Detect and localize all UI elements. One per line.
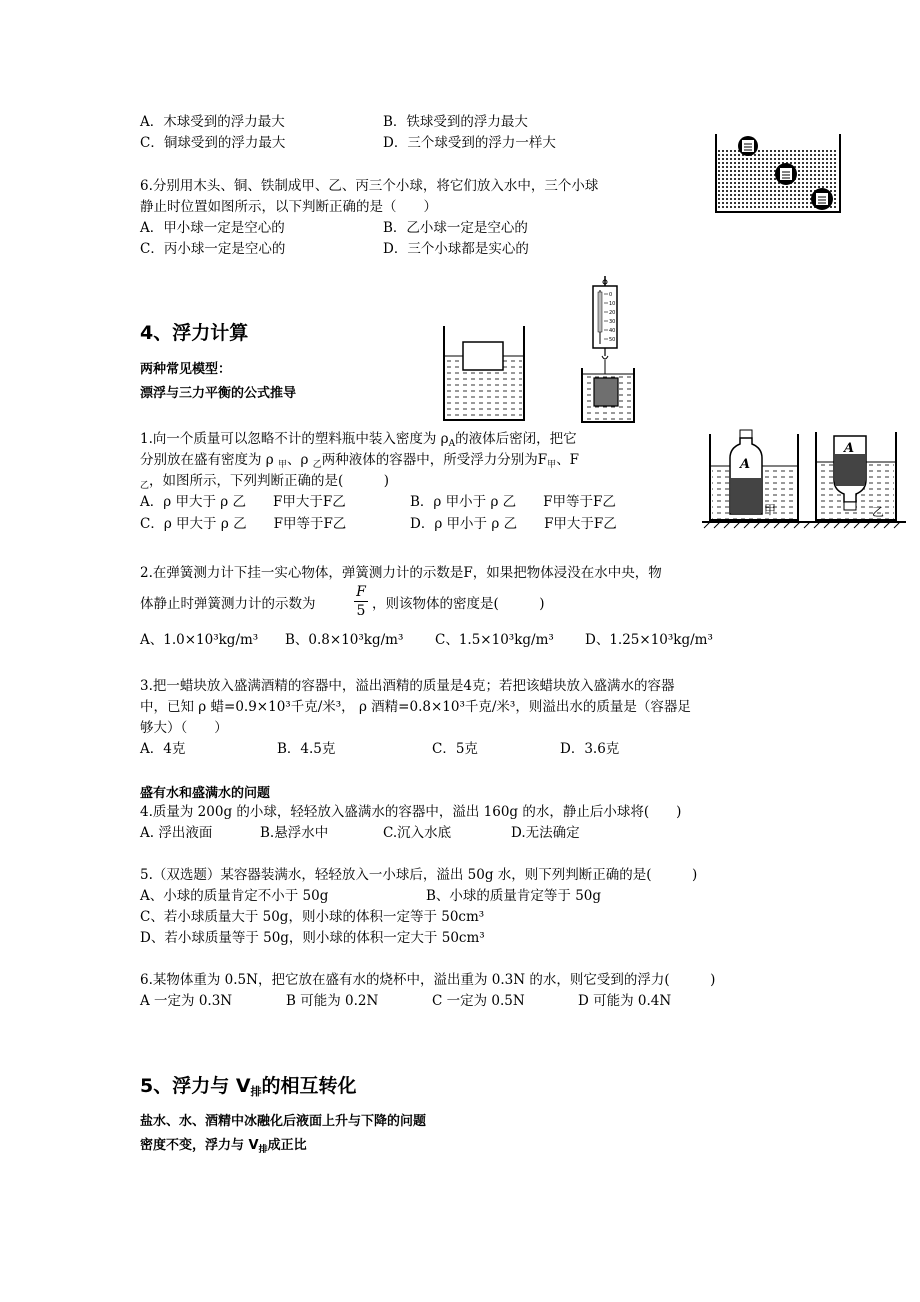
q5-line1: 5.（双选题）某容器装满水，轻轻放入一小球后，溢出 50g 水，则下列判断正确的是( ) [140,867,698,883]
container-yi [816,432,896,520]
q1-line2: 分别放在盛有密度为 ρ $_甲$、ρ $_乙$两种液体的容器中，所受浮力分别为$F_甲$、F [140,452,580,470]
q2-line2b: ，则该物体的密度是( ) [372,596,545,612]
q1-option-c: C．ρ 甲大于 ρ 乙 F甲等于F乙 [140,516,347,532]
q5-option-d: D、若小球质量等于 50g，则小球的体积一定大于 50cm³ [140,930,485,946]
scale-tick-0: 0 [609,292,613,298]
q1-line1: 1.向一个质量可以忽略不计的塑料瓶中装入密度为 $\rho_A$的液体后密闭，把它 [140,431,577,449]
ball-jia [738,136,758,156]
q6-option-a: A 一定为 0.3N [140,993,233,1009]
q3-line2: 中，已知 ρ 蜡=0.9×10³千克/米³， ρ 酒精=0.8×10³千克/米³，则溢出水的质量是（容器足 [140,699,691,715]
q4-option-b: B.悬浮水中 [260,825,329,841]
q2-line1: 2.在弹簧测力计下挂一实心物体，弹簧测力计的示数是F，如果把物体浸没在水中央，物 [140,565,662,581]
scale-tick-40: 40 [609,328,616,334]
fraction-numerator: F [354,583,368,602]
q5-option-b: B、小球的质量肯定等于 50g [426,888,602,904]
q5-option-c: C．铜球受到的浮力最大 [140,135,286,151]
q4-line1: 4.质量为 200g 的小球，轻轻放入盛满水的容器中，溢出 160g 的水，静止后小球将( ) [140,804,682,820]
q2-fraction [354,583,368,620]
three-balls-figure [706,126,846,216]
q3-option-d: D．3.6克 [560,741,620,757]
scale-tick-20: 20 [609,310,616,316]
q3-option-c: C．5克 [432,741,478,757]
section5-title: 5、浮力与 $V_排$的相互转化 [140,1075,357,1098]
q2-line2a: 体静止时弹簧测力计的示数为 [140,596,316,612]
bottle-label-a-2: A [844,441,855,456]
spring-scale-figure [578,272,638,424]
q6-option-b: B 可能为 0.2N [286,993,379,1009]
q5-option-b: B．铁球受到的浮力最大 [383,114,528,130]
q3-option-b: B．4.5克 [277,741,336,757]
floating-block-figure [438,322,530,422]
q5-option-c: C、若小球质量大于 50g，则小球的体积一定等于 50cm³ [140,909,485,925]
fraction-denominator: 5 [356,603,366,619]
q5-option-d: D．三个球受到的浮力一样大 [383,135,556,151]
q4-option-c: C.沉入水底 [383,825,452,841]
q2-option-a: A、1.0×10³kg/m³ [140,632,259,648]
scale-tick-10: 10 [609,301,616,307]
section4-subtitle1: 两种常见模型： [140,362,232,377]
q6prev-option-c: C．丙小球一定是空心的 [140,241,286,257]
bottle-figure [700,426,910,530]
q6prev-option-d: D．三个小球都是实心的 [383,241,529,257]
q6prev-line2: 静止时位置如图所示，以下判断正确的是（ ） [140,199,437,215]
q3-line1: 3.把一蜡块放入盛满酒精的容器中，溢出酒精的质量是4克；若把该蜡块放入盛满水的容器 [140,678,675,694]
q6prev-line1: 6.分别用木头、铜、铁制成甲、乙、丙三个小球，将它们放入水中，三个小球 [140,178,599,194]
q6prev-option-b: B．乙小球一定是空心的 [383,220,528,236]
q3-line3: 够大）（ ） [140,720,228,736]
q1-option-b: B．ρ 甲小于 ρ 乙 F甲等于F乙 [410,494,616,510]
section4-title: 4、浮力计算 [140,322,249,344]
bottle-label-a-1: A [740,457,751,472]
section4-subtitle2: 漂浮与三力平衡的公式推导 [140,386,297,401]
ball-yi [775,163,797,185]
q5-option-a: A、小球的质量肯定不小于 50g [140,888,329,904]
scale-tick-50: 50 [609,337,616,343]
q1-line3: $_乙$，如图所示，下列判断正确的是( ) [140,473,390,491]
q5-option-a: A．木球受到的浮力最大 [140,114,285,130]
q4-option-d: D.无法确定 [511,825,580,841]
container-jia [710,430,798,520]
section5-subtitle1: 盐水、水、酒精中冰融化后液面上升与下降的问题 [140,1114,427,1129]
q6-option-c: C 一定为 0.5N [432,993,525,1009]
q3-option-a: A．4克 [140,741,186,757]
q4-option-a: A. 浮出液面 [140,825,213,841]
section5-subtitle2: 密度不变，浮力与 $V_排$成正比 [140,1138,307,1155]
q1-option-a: A．ρ 甲大于 ρ 乙 F甲大于F乙 [140,494,346,510]
label-yi: 乙 [872,505,885,519]
q6-line1: 6.某物体重为 0.5N，把它放在盛有水的烧杯中，溢出重为 0.3N 的水，则它受到的浮力( ) [140,972,716,988]
q2-option-c: C、1.5×10³kg/m³ [435,632,554,648]
ball-bing [811,188,833,210]
q2-option-d: D、1.25×10³kg/m³ [585,632,713,648]
q6-option-d: D 可能为 0.4N [578,993,672,1009]
q2-option-b: B、0.8×10³kg/m³ [285,632,404,648]
q6prev-option-a: A．甲小球一定是空心的 [140,220,285,236]
label-jia: 甲 [764,503,777,517]
subhead-full-water: 盛有水和盛满水的问题 [140,786,271,801]
q1-option-d: D．ρ 甲小于 ρ 乙 F甲大于F乙 [410,516,617,532]
scale-tick-30: 30 [609,319,616,325]
